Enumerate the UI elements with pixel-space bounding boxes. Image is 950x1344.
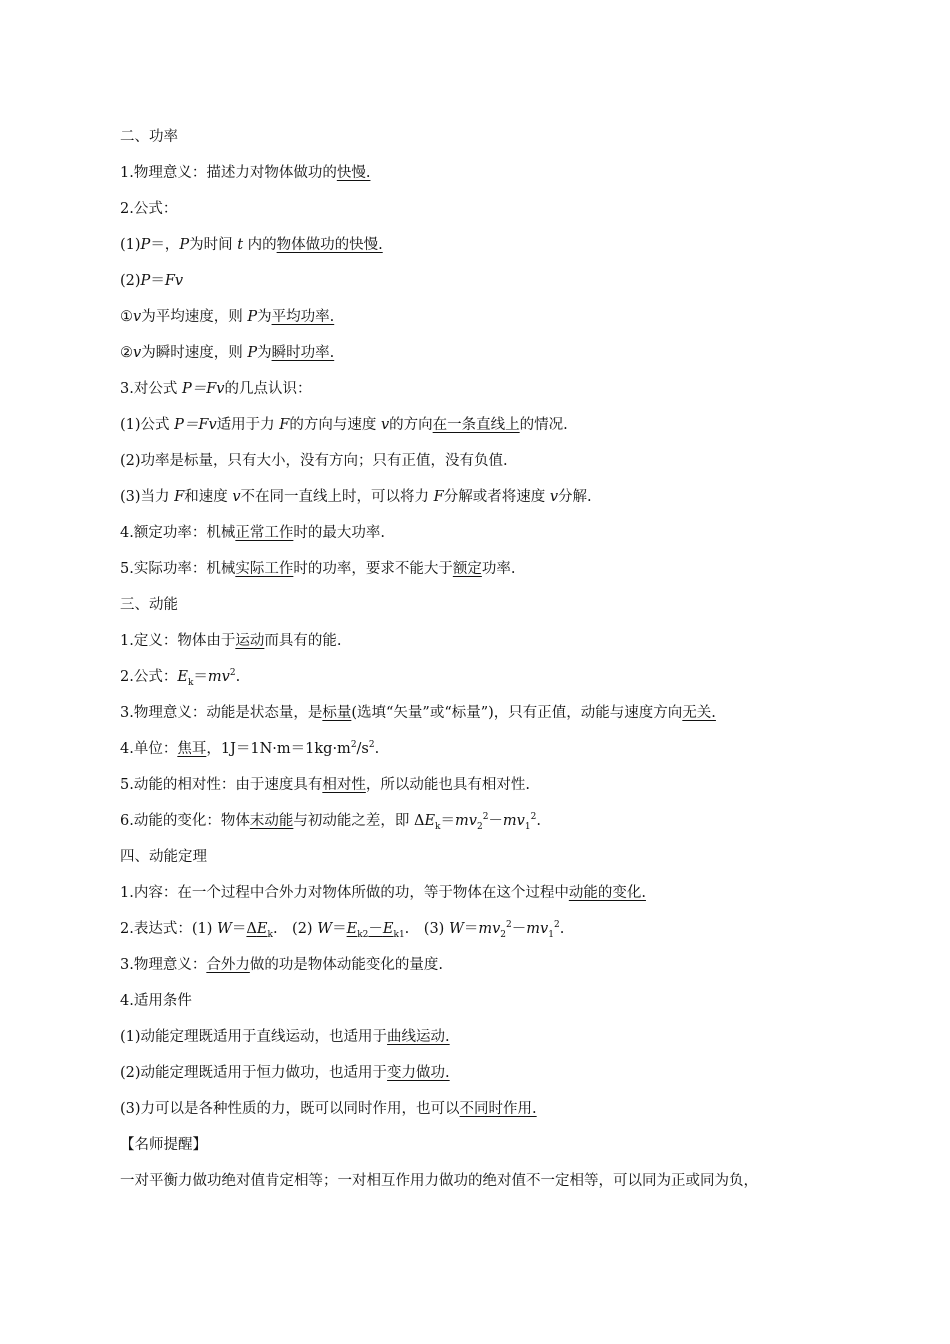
underlined-answer: 变力做功.	[387, 1065, 450, 1081]
var: v	[133, 309, 142, 325]
text: ＝	[332, 921, 347, 937]
var: P	[247, 309, 258, 325]
paragraph	[120, 883, 646, 903]
var: mv	[526, 921, 549, 937]
paragraph	[120, 523, 385, 543]
underlined-answer: 标量	[322, 705, 352, 721]
underlined-answer	[346, 921, 405, 940]
formula: P＝Fv	[181, 381, 225, 397]
underlined-answer: 无关.	[682, 705, 716, 721]
text: 3.对公式	[120, 381, 182, 397]
text: －	[368, 921, 383, 937]
text: 5.动能的相对性：由于速度具有	[120, 777, 323, 793]
text: (3)力可以是各种性质的力，既可以同时作用，也可以	[120, 1101, 460, 1117]
text: 为平均速度，则	[141, 309, 248, 325]
var: E	[382, 921, 394, 937]
text: (1)	[120, 237, 141, 253]
subscript: 2	[500, 929, 507, 940]
text: 时的功率，要求不能大于	[293, 561, 453, 577]
text: －	[511, 921, 527, 937]
paragraph	[120, 1063, 450, 1083]
var: v	[549, 489, 559, 505]
paragraph	[120, 235, 383, 255]
text: (选填“矢量”或“标量”)，只有正值，动能与速度方向	[351, 705, 683, 721]
text: －	[488, 813, 503, 829]
text: 4.单位：	[120, 741, 178, 757]
paragraph	[120, 271, 183, 291]
text: (1)动能定理既适用于直线运动，也适用于	[120, 1029, 388, 1045]
subscript: k	[187, 677, 194, 688]
superscript: 2	[350, 740, 357, 751]
var: v	[232, 489, 241, 505]
text: ＝	[150, 273, 165, 289]
var: W	[317, 921, 333, 937]
text: 和速度	[184, 489, 233, 505]
paragraph	[120, 1099, 537, 1119]
text: ＝	[440, 813, 455, 829]
paragraph	[120, 775, 530, 795]
text: 时的最大功率.	[293, 525, 385, 541]
text: 不在同一直线上时，可以将力	[240, 489, 434, 505]
var: v	[133, 345, 142, 361]
paragraph	[120, 1027, 450, 1047]
text: ＝	[231, 921, 247, 937]
underlined-answer: 合外力	[206, 957, 250, 973]
paragraph	[120, 379, 311, 399]
var: F	[174, 489, 185, 505]
var: mv	[207, 669, 230, 685]
var: mv	[478, 921, 501, 937]
text: 3.物理意义：	[120, 957, 207, 973]
text: (3)当力	[120, 489, 175, 505]
text: 为	[257, 309, 272, 325]
var: Fv	[164, 273, 184, 289]
underlined-answer: 正常工作	[235, 525, 294, 541]
teacher-tip-heading: 【名师提醒】	[120, 1137, 207, 1153]
var: P	[179, 237, 190, 253]
paragraph	[120, 343, 334, 363]
var: W	[216, 921, 232, 937]
var: W	[448, 921, 464, 937]
underlined-answer: 快慢.	[336, 165, 371, 181]
var: mv	[455, 813, 477, 829]
var: E	[177, 669, 188, 685]
underlined-answer: 曲线运动.	[387, 1029, 450, 1045]
text: /s	[356, 741, 369, 757]
subscript: 2	[476, 821, 483, 832]
var: P	[140, 273, 151, 289]
text: 适用于力	[216, 417, 280, 433]
subscript: k	[267, 929, 273, 940]
text: ，1J＝1N·m＝1kg·m	[206, 741, 351, 757]
text: ＝	[193, 669, 208, 685]
paragraph	[120, 559, 515, 579]
var: E	[424, 813, 436, 829]
text: .	[235, 669, 241, 685]
paragraph	[120, 739, 379, 759]
text: ＝	[463, 921, 479, 937]
paragraph: 一对平衡力做功绝对值肯定相等；一对相互作用力做功的绝对值不一定相等，可以同为正或同为负，	[120, 1173, 758, 1189]
var: E	[256, 921, 268, 937]
subscript: 1	[524, 821, 531, 832]
text: ＝，	[150, 237, 180, 253]
text: 功率.	[481, 561, 516, 577]
text: 1.定义：物体由于	[120, 633, 236, 649]
paragraph	[120, 955, 443, 975]
superscript: 2	[229, 668, 236, 679]
text: .	[559, 921, 565, 937]
section-heading-kinetic-energy: 三、动能	[120, 597, 178, 613]
underlined-answer: 瞬时功率.	[271, 345, 335, 361]
paragraph: (2)功率是标量，只有大小，没有方向；只有正值，没有负值.	[120, 453, 508, 469]
text: 1.物理意义：描述力对物体做功的	[120, 165, 337, 181]
underlined-answer: 动能的变化.	[568, 885, 646, 901]
text: 2.表达式：(1)	[120, 921, 217, 937]
paragraph	[120, 703, 716, 723]
var: v	[380, 417, 390, 433]
text: 4.额定功率：机械	[120, 525, 236, 541]
section-heading-work-energy-theorem: 四、动能定理	[120, 849, 207, 865]
subscript: 1	[548, 929, 554, 940]
text: ①	[120, 309, 133, 325]
text: 2.公式：	[120, 669, 178, 685]
text: ，所以动能也具有相对性.	[365, 777, 530, 793]
underlined-answer: 相对性	[322, 777, 366, 793]
subscript: k2	[357, 929, 369, 940]
text: . (3)	[404, 921, 449, 937]
paragraph	[120, 415, 568, 435]
text: 内的	[243, 237, 277, 253]
text: 分解.	[558, 489, 592, 505]
paragraph	[120, 307, 334, 327]
var: F	[279, 417, 290, 433]
text: 的几点认识：	[224, 381, 312, 397]
text: 的情况.	[519, 417, 568, 433]
text: 为	[257, 345, 272, 361]
text: 分解或者将速度	[443, 489, 550, 505]
paragraph: 4.适用条件	[120, 993, 192, 1009]
subscript: k	[435, 821, 441, 832]
superscript: 2	[553, 920, 560, 931]
underlined-answer: 实际工作	[235, 561, 294, 577]
superscript: 2	[530, 812, 537, 823]
text: 5.实际功率：机械	[120, 561, 236, 577]
text: 与初动能之差，即 Δ	[293, 813, 425, 829]
var: F	[433, 489, 444, 505]
paragraph	[120, 631, 341, 651]
underlined-answer	[246, 921, 273, 940]
text: 6.动能的变化：物体	[120, 813, 250, 829]
text: 而具有的能.	[264, 633, 342, 649]
paragraph	[120, 919, 564, 939]
underlined-answer: 额定	[452, 561, 482, 577]
text: 的方向	[389, 417, 433, 433]
paragraph	[120, 811, 541, 831]
superscript: 2	[368, 740, 375, 751]
superscript: 2	[506, 920, 512, 931]
var: t	[237, 237, 244, 253]
paragraph	[120, 667, 240, 687]
underlined-answer: 物体做功的快慢.	[276, 237, 383, 253]
text: 1.内容：在一个过程中合外力对物体所做的功，等于物体在这个过程中	[120, 885, 569, 901]
text: Δ	[246, 921, 257, 937]
text: (2)	[120, 273, 141, 289]
text: . (2)	[272, 921, 318, 937]
paragraph	[120, 487, 592, 507]
var: E	[346, 921, 358, 937]
text: 的方向与速度	[289, 417, 381, 433]
formula: P＝Fv	[174, 417, 217, 433]
underlined-answer: 运动	[235, 633, 265, 649]
underlined-answer: 在一条直线上	[432, 417, 520, 433]
underlined-answer: 不同时作用.	[459, 1101, 537, 1117]
underlined-answer: 末动能	[249, 813, 294, 829]
superscript: 2	[482, 812, 489, 823]
text: ②	[120, 345, 133, 361]
section-heading-power: 二、功率	[120, 129, 178, 145]
text: 为瞬时速度，则	[141, 345, 248, 361]
var: mv	[502, 813, 525, 829]
text: 为时间	[189, 237, 238, 253]
var: P	[140, 237, 151, 253]
underlined-answer: 焦耳	[177, 741, 207, 757]
text: .	[374, 741, 380, 757]
text: 做的功是物体动能变化的量度.	[249, 957, 443, 973]
text: .	[536, 813, 541, 829]
underlined-answer: 平均功率.	[271, 309, 335, 325]
subscript: k1	[393, 929, 405, 940]
var: P	[247, 345, 258, 361]
text: (2)动能定理既适用于恒力做功，也适用于	[120, 1065, 388, 1081]
paragraph	[120, 163, 370, 183]
paragraph: 2.公式：	[120, 201, 178, 217]
text: (1)公式	[120, 417, 175, 433]
text: 3.物理意义：动能是状态量，是	[120, 705, 323, 721]
